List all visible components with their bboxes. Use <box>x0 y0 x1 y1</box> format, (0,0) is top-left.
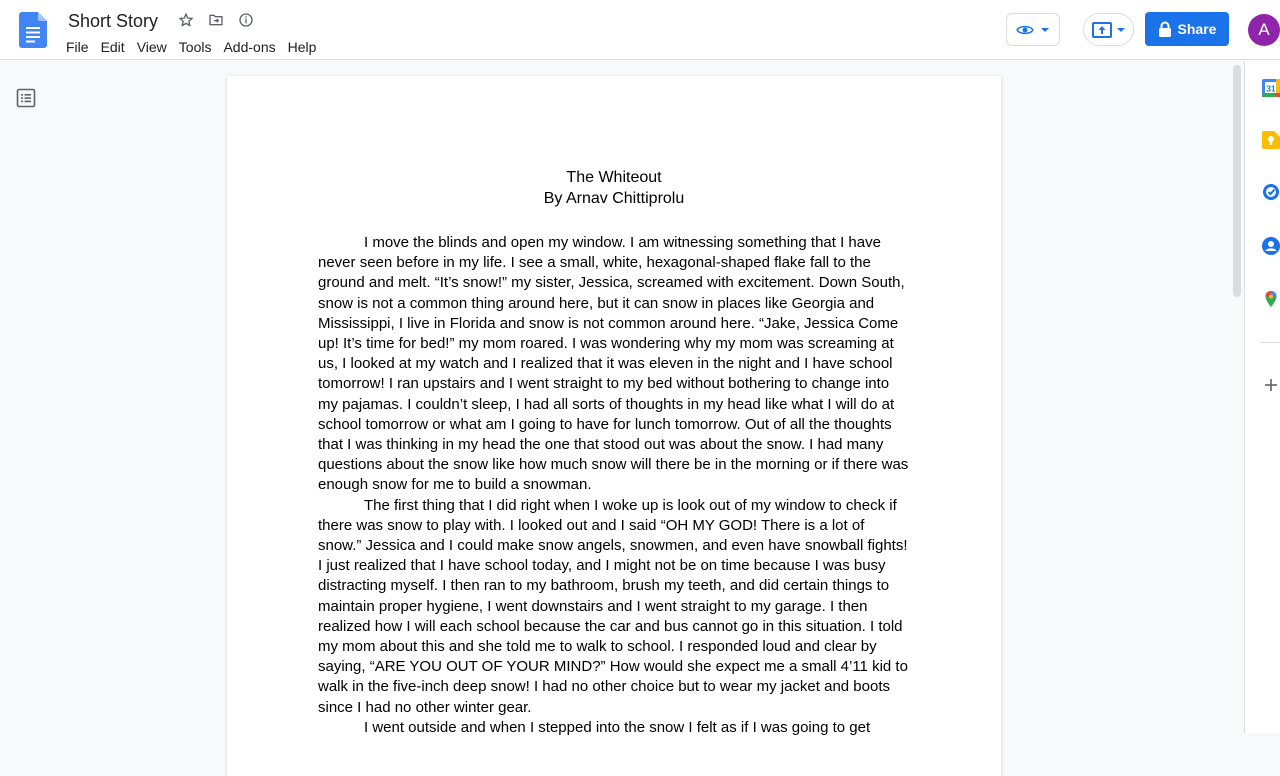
docs-logo-icon[interactable] <box>19 12 47 48</box>
calendar-icon[interactable] <box>1262 79 1280 97</box>
blank-line <box>318 209 910 233</box>
eye-icon <box>1016 21 1034 39</box>
maps-icon[interactable] <box>1262 290 1280 308</box>
calendar-day: 31 <box>1266 84 1276 94</box>
keep-icon[interactable] <box>1262 131 1280 149</box>
paragraph: I move the blinds and open my window. I am witnessing something that I have never seen before in my life. I see a small, white, hexagonal-shaped flake fall to the ground and melt. “It’s snow!” my sister, Jessica, screamed with excitement. Down South, snow is not a common thing around here, but it can snow in places like Georgia and Mississippi, I live in Florida and snow is not common around here. “Jake, Jessica Come up! It’s time for bed!” my mom roared. I was wondering why my mom was screaming at us, I looked at my watch and I realized that it was eleven in the night and I have school tomorrow! I ran upstairs and I went straight to my bed without bothering to change into my pajamas. I couldn’t sleep, I had all sorts of thoughts in my head like what I will do at school tomorrow or what am I going to have for lunch tomorrow. Out of all the thoughts that I was thinking in my head the one that stood out was about the snow. I had many questions about the snow like how much snow will there be in the morning or if there was enough snow for me to build a snowman. <box>318 234 909 494</box>
lock-icon <box>1158 21 1172 37</box>
viewing-mode-button[interactable] <box>1006 13 1060 46</box>
avatar[interactable]: A <box>1248 14 1280 46</box>
story-title: The Whiteout <box>566 169 662 186</box>
present-icon <box>1092 22 1112 38</box>
menu-add-ons[interactable]: Add-ons <box>223 39 276 55</box>
menu-help[interactable]: Help <box>287 39 317 55</box>
share-label: Share <box>1177 21 1217 37</box>
menu-view[interactable]: View <box>136 39 167 55</box>
contacts-icon[interactable] <box>1262 237 1280 255</box>
story-byline: By Arnav Chittiprolu <box>543 190 685 207</box>
add-icon[interactable] <box>1262 376 1280 394</box>
chevron-down-icon <box>1040 25 1050 35</box>
share-button[interactable] <box>1145 12 1229 46</box>
move-folder-icon[interactable] <box>205 10 227 30</box>
document-outline-icon[interactable] <box>16 88 36 108</box>
scrollbar-thumb[interactable] <box>1233 65 1241 297</box>
paragraph: The first thing that I did right when I woke up is look out of my window to check if there was snow to play with. I looked out and I said “OH MY GOD! There is a lot of snow.” Jessica and I could make snow angels, snowmen, and even have snowball fights! I just realized that I have school today, and I might not be on time because I was busy distracting myself. I then ran to my bathroom, brush my teeth, and did certain things to maintain proper hygiene, I went downstairs and I went straight to my garage. I then realized how I will each school because the car and bus cannot go in this situation. I told my mom about this and she told me to walk to school. I responded loud and clear by saying, “ARE YOU OUT OF YOUR MIND?” How would she expect me a small 4’11 kid to walk in the five-inch deep snow! I had no other choice but to wear my jacket and boots since I had no other winter gear. <box>318 496 908 716</box>
star-icon[interactable] <box>175 10 197 30</box>
side-panel-divider <box>1260 342 1280 343</box>
tasks-icon[interactable] <box>1262 183 1280 201</box>
document-page[interactable] <box>227 76 1001 776</box>
menu-tools[interactable]: Tools <box>178 39 212 55</box>
menu-file[interactable]: File <box>66 39 89 55</box>
top-bar <box>0 0 1280 60</box>
document-status-icon[interactable] <box>235 10 257 30</box>
side-panel <box>1244 61 1280 733</box>
paragraph: I went outside and when I stepped into the snow I felt as if I was going to get <box>364 718 871 736</box>
menu-edit[interactable]: Edit <box>100 39 125 55</box>
menu-bar <box>60 36 322 58</box>
chevron-down-icon <box>1116 25 1126 35</box>
document-title[interactable]: Short Story <box>68 11 159 31</box>
present-button[interactable] <box>1083 13 1134 46</box>
document-body[interactable] <box>318 167 910 738</box>
title-actions <box>175 10 257 30</box>
